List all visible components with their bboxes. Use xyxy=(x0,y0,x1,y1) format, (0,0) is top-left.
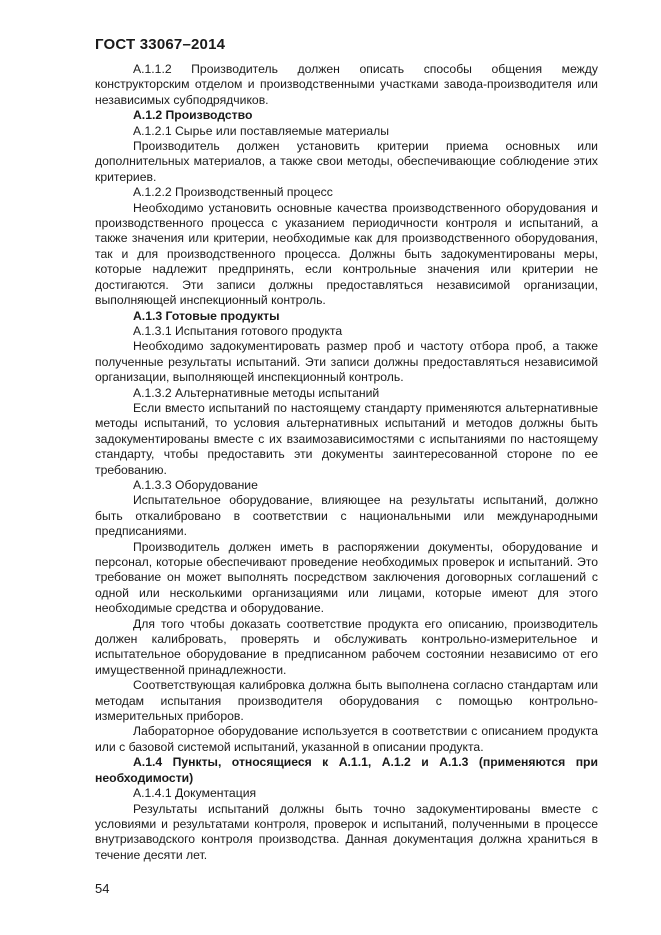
section-heading: А.1.3 Готовые продукты xyxy=(133,308,280,323)
subsection-heading: А.1.3.3 Оборудование xyxy=(133,477,258,492)
paragraph: Для того чтобы доказать соответствие продукта его описанию, производитель должен калибровать, проверять и обслуживать контрольно-измерительное и испытательное оборудование в предписанном рабочем состоянии независимо от его имущественной принадлежности. xyxy=(95,616,598,677)
subsection-heading: А.1.3.2 Альтернативные методы испытаний xyxy=(133,385,380,400)
section-heading: А.1.2 Производство xyxy=(133,108,253,123)
document-body xyxy=(95,62,598,863)
page-number: 54 xyxy=(95,881,110,896)
paragraph: Производитель должен иметь в распоряжении документы, оборудование и персонал, которые обеспечивают проведение необходимых проверок и испытаний. Это требование он может выполнять посредством заключения договорных соглашений с одной или несколькими организациями или лицами, которые имеют для этого необходимые средства и оборудование. xyxy=(95,539,598,616)
subsection-heading: А.1.3.1 Испытания готового продукта xyxy=(133,323,343,338)
paragraph: Испытательное оборудование, влияющее на результаты испытаний, должно быть откалибровано в соответствии с национальными или международными предписаниями. xyxy=(95,493,598,539)
section-heading: А.1.4 Пункты, относящиеся к А.1.1, А.1.2 и А.1.3 (применяются при необходимости) xyxy=(95,755,598,785)
paragraph: Необходимо задокументировать размер проб и частоту отбора проб, а также полученные результаты испытаний. Эти записи должны предоставляться независимой организации, выполняющей инспекционный контроль. xyxy=(95,339,598,385)
paragraph: Соответствующая калибровка должна быть выполнена согласно стандартам или методам испытания производителя оборудования с помощью контрольно-измерительных приборов. xyxy=(95,678,598,724)
paragraph: Производитель должен установить критерии приема основных или дополнительных материалов, а также свои методы, обеспечивающие соблюдение этих критериев. xyxy=(95,139,598,184)
subsection-heading: А.1.4.1 Документация xyxy=(133,786,257,801)
paragraph: Лабораторное оборудование используется в соответствии с описанием продукта или с базовой системой испытаний, указанной в описании продукта. xyxy=(95,724,598,754)
subsection-heading: А.1.2.1 Сырье или поставляемые материалы xyxy=(133,123,390,138)
paragraph: А.1.1.2 Производитель должен описать способы общения между конструкторским отделом и производственными участками завода-производителя или независимых субподрядчиков. xyxy=(95,62,598,107)
document-title: ГОСТ 33067–2014 xyxy=(95,36,226,53)
paragraph: Результаты испытаний должны быть точно задокументированы вместе с условиями и результатами контроля, проверок и испытаний, полученными в процессе внутризаводского контроля производства. Данная документация должна храниться в течение десяти лет. xyxy=(95,801,598,862)
paragraph: Если вместо испытаний по настоящему стандарту применяются альтернативные методы испытаний, то условия альтернативных испытаний и методов должны быть задокументированы вместе с их взаимозависимостями с испытаниями по настоящему стандарту, чтобы предоставить эти документы заинтересованной стороне по ее требованию. xyxy=(95,400,598,477)
subsection-heading: А.1.2.2 Производственный процесс xyxy=(133,185,333,200)
paragraph: Необходимо установить основные качества производственного оборудования и производственного процесса с указанием периодичности контроля и испытаний, а также значения или критерии, необходимые как для производственного оборудования, так и для производственного процесса. Должны быть задокументированы меры, которые надлежит предпринять, если контрольные значения или критерии не достигаются. Эти записи должны предоставляться независимой организации, выполняющей инспекционный контроль. xyxy=(95,200,598,308)
